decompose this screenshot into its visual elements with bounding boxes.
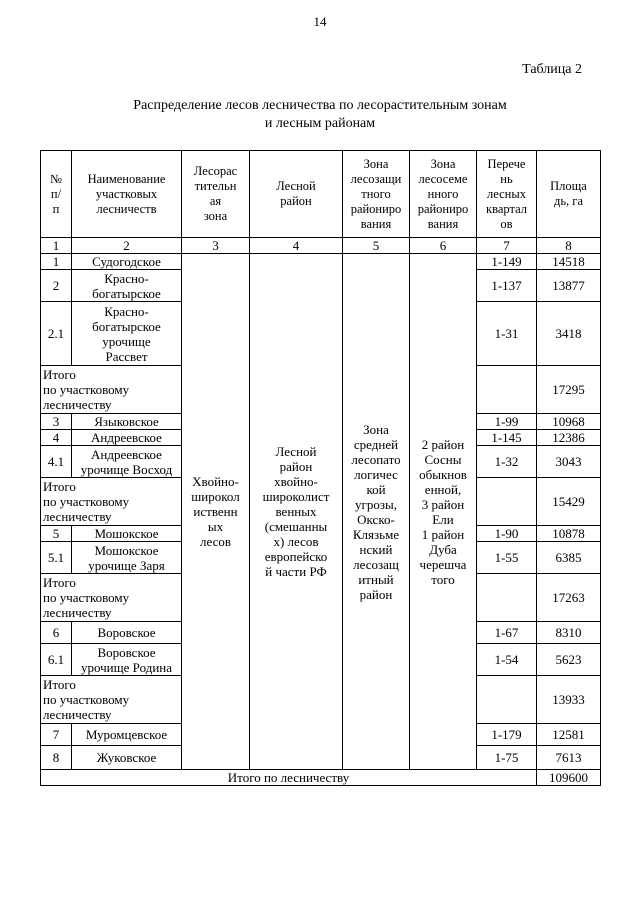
text-line: нский	[359, 541, 393, 557]
area-cell: 8310	[537, 622, 601, 644]
subtotal-label	[41, 676, 182, 724]
text-line: райониро	[417, 201, 469, 216]
area-cell: 7613	[537, 746, 601, 770]
text-line: богатырское	[92, 285, 161, 301]
text-line: 2 район	[421, 436, 465, 452]
quarters-cell: 1-67	[477, 622, 537, 644]
text-line: Рассвет	[105, 348, 148, 364]
text-line: лесничеству	[43, 707, 112, 722]
forest-zones-table	[40, 150, 601, 786]
row-number: 2	[41, 270, 72, 302]
text-line: Языковское	[94, 414, 159, 429]
text-line: Сосны	[424, 451, 462, 467]
area-cell: 10878	[537, 526, 601, 542]
quarters-cell	[477, 676, 537, 724]
quarters-cell: 1-137	[477, 270, 537, 302]
text-line: лесосеме	[418, 171, 468, 186]
page-number: 14	[313, 14, 327, 29]
quarters-cell	[477, 366, 537, 414]
grand-total-label: Итого по лесничеству	[41, 770, 537, 786]
text-line: зона	[203, 209, 228, 223]
text-line: урочище	[102, 333, 151, 349]
area-cell: 10968	[537, 414, 601, 430]
text-line: Зона	[363, 156, 389, 171]
area-cell: 6385	[537, 542, 601, 574]
title-line-2: и лесным районам	[264, 116, 376, 131]
text-line: 3 район	[421, 496, 465, 512]
text-line: Красно-	[104, 270, 149, 286]
text-line: Воровское	[97, 625, 156, 640]
header-num	[41, 151, 72, 238]
text-line: 1 район	[421, 526, 465, 542]
text-line: вания	[360, 216, 392, 231]
area-cell: 17295	[537, 366, 601, 414]
text-line: того	[431, 571, 455, 587]
text-line: Дуба	[429, 541, 457, 557]
text-line: логичес	[354, 466, 398, 482]
quarters-cell: 1-54	[477, 644, 537, 676]
forestry-name	[72, 414, 182, 430]
header-protect-zone	[343, 151, 410, 238]
text-line: квартал	[486, 201, 527, 216]
text-line: урочище Заря	[88, 557, 165, 573]
forestry-name	[72, 446, 182, 478]
text-line: тительн	[194, 179, 237, 193]
quarters-cell: 1-179	[477, 724, 537, 746]
text-line: ая	[209, 194, 222, 208]
text-line: район	[359, 586, 393, 602]
area-cell: 17263	[537, 574, 601, 622]
text-line: лесничеству	[43, 397, 112, 412]
text-line: Андреевское	[91, 430, 162, 445]
text-line: широколист	[262, 489, 330, 504]
col-number: 4	[250, 238, 343, 254]
text-line: №	[50, 171, 62, 186]
col-number: 6	[410, 238, 477, 254]
title-line-1: Распределение лесов лесничества по лесорастительным зонам	[133, 98, 507, 113]
forestry-name	[72, 526, 182, 542]
quarters-cell: 1-99	[477, 414, 537, 430]
quarters-cell	[477, 574, 537, 622]
text-line: нного	[427, 186, 459, 201]
area-cell: 12581	[537, 724, 601, 746]
quarters-cell	[477, 478, 537, 526]
area-cell: 3043	[537, 446, 601, 478]
text-line: Жуковское	[96, 750, 157, 765]
protect-zone-cell	[343, 254, 410, 770]
text-line: лесничеств	[96, 201, 157, 216]
subtotal-label	[41, 574, 182, 622]
row-number: 7	[41, 724, 72, 746]
region-cell	[250, 254, 343, 770]
header-zone	[182, 151, 250, 238]
text-line: по участковому	[43, 382, 130, 397]
text-line: лесозащ	[353, 556, 399, 572]
text-line: Хвойно-	[192, 474, 239, 489]
col-number: 3	[182, 238, 250, 254]
text-line: райониро	[350, 201, 402, 216]
text-line: Площа	[550, 179, 587, 193]
text-line: Лесной	[276, 179, 316, 193]
text-line: участковых	[95, 186, 158, 201]
text-line: Итого	[43, 575, 76, 590]
quarters-cell: 1-55	[477, 542, 537, 574]
seed-zone-cell	[410, 254, 477, 770]
text-line: по участковому	[43, 590, 130, 605]
table-number: Таблица 2	[522, 62, 582, 77]
row-number: 6	[41, 622, 72, 644]
text-line: х) лесов	[273, 534, 319, 549]
text-line: Мошокское	[94, 542, 159, 558]
text-line: урочище Восход	[80, 461, 173, 477]
row-number: 5.1	[41, 542, 72, 574]
quarters-cell: 1-145	[477, 430, 537, 446]
row-number: 8	[41, 746, 72, 770]
text-line: Красно-	[104, 303, 149, 319]
text-line: итный	[358, 571, 394, 587]
text-line: Зона	[363, 421, 389, 437]
row-number: 2.1	[41, 302, 72, 366]
text-line: Ели	[432, 511, 454, 527]
text-line: по участковому	[43, 692, 130, 707]
text-line: Андреевское	[91, 446, 162, 462]
text-line: Лесной	[275, 444, 317, 459]
quarters-cell: 1-32	[477, 446, 537, 478]
area-cell: 12386	[537, 430, 601, 446]
text-line: дь, га	[554, 194, 583, 208]
header-quarters	[477, 151, 537, 238]
text-line: Наименование	[87, 171, 166, 186]
text-line: Зона	[430, 156, 456, 171]
text-line: район	[280, 194, 312, 208]
text-line: средней	[353, 436, 399, 452]
text-line: Клязьме	[352, 526, 400, 542]
text-line: черешча	[419, 556, 467, 572]
grand-total-area: 109600	[537, 770, 601, 786]
col-number: 5	[343, 238, 410, 254]
header-seed-zone	[410, 151, 477, 238]
text-line: район	[279, 459, 313, 474]
text-line: п	[52, 201, 60, 216]
table-title	[0, 97, 640, 133]
area-cell: 3418	[537, 302, 601, 366]
area-cell: 15429	[537, 478, 601, 526]
text-line: Итого	[43, 479, 76, 494]
text-line: ых	[207, 519, 224, 534]
text-line: урочище Родина	[80, 659, 173, 675]
forestry-name	[72, 254, 182, 270]
row-number: 1	[41, 254, 72, 270]
text-line: Судогодское	[92, 254, 161, 269]
quarters-cell: 1-31	[477, 302, 537, 366]
text-line: енной,	[424, 481, 462, 497]
text-line: п/	[50, 186, 62, 201]
row-number: 4.1	[41, 446, 72, 478]
col-number: 2	[72, 238, 182, 254]
zone-cell	[182, 254, 250, 770]
forestry-name	[72, 746, 182, 770]
text-line: кой	[366, 481, 386, 497]
subtotal-label	[41, 478, 182, 526]
row-number: 4	[41, 430, 72, 446]
text-line: лесов	[200, 534, 231, 549]
forestry-name	[72, 302, 182, 366]
text-line: широкол	[191, 489, 240, 504]
text-line: тного	[361, 186, 391, 201]
quarters-cell: 1-75	[477, 746, 537, 770]
text-line: европейско	[264, 549, 328, 564]
text-line: иственн	[193, 504, 238, 519]
area-cell: 5623	[537, 644, 601, 676]
text-line: Лесорас	[193, 164, 238, 178]
text-line: венных	[275, 504, 317, 519]
area-cell: 14518	[537, 254, 601, 270]
text-line: вания	[427, 216, 459, 231]
quarters-cell: 1-149	[477, 254, 537, 270]
col-number: 1	[41, 238, 72, 254]
text-line: Мошокское	[94, 526, 159, 541]
text-line: обыкнов	[419, 466, 467, 482]
text-line: лесопато	[351, 451, 401, 467]
text-line: Итого	[43, 677, 76, 692]
table-row	[41, 254, 601, 270]
forestry-name	[72, 430, 182, 446]
text-line: угрозы,	[355, 496, 397, 512]
text-line: лесничеству	[43, 605, 112, 620]
col-number: 7	[477, 238, 537, 254]
text-line: лесничеству	[43, 509, 112, 524]
col-number: 8	[537, 238, 601, 254]
row-number: 3	[41, 414, 72, 430]
forestry-name	[72, 270, 182, 302]
text-line: по участковому	[43, 494, 130, 509]
forestry-name	[72, 724, 182, 746]
area-cell: 13933	[537, 676, 601, 724]
text-line: Перече	[487, 156, 526, 171]
text-line: Окско-	[357, 511, 395, 527]
header-area	[537, 151, 601, 238]
column-number-row	[41, 238, 601, 254]
text-line: ов	[500, 216, 513, 231]
quarters-cell: 1-90	[477, 526, 537, 542]
subtotal-label	[41, 366, 182, 414]
forestry-name	[72, 542, 182, 574]
forestry-name	[72, 644, 182, 676]
text-line: й части РФ	[265, 564, 327, 579]
header-region	[250, 151, 343, 238]
text-line: лесозащи	[350, 171, 402, 186]
text-line: Воровское	[97, 644, 156, 660]
text-line: хвойно-	[274, 474, 318, 489]
area-cell: 13877	[537, 270, 601, 302]
row-number: 5	[41, 526, 72, 542]
row-number: 6.1	[41, 644, 72, 676]
text-line: (смешанны	[264, 519, 328, 534]
text-line: Муромцевское	[85, 727, 168, 742]
text-line: Итого	[43, 367, 76, 382]
grand-total-row	[41, 770, 601, 786]
header-row	[41, 151, 601, 238]
text-line: нь	[500, 171, 513, 186]
text-line: лесных	[487, 186, 526, 201]
forestry-name	[72, 622, 182, 644]
text-line: богатырское	[92, 318, 161, 334]
header-name	[72, 151, 182, 238]
